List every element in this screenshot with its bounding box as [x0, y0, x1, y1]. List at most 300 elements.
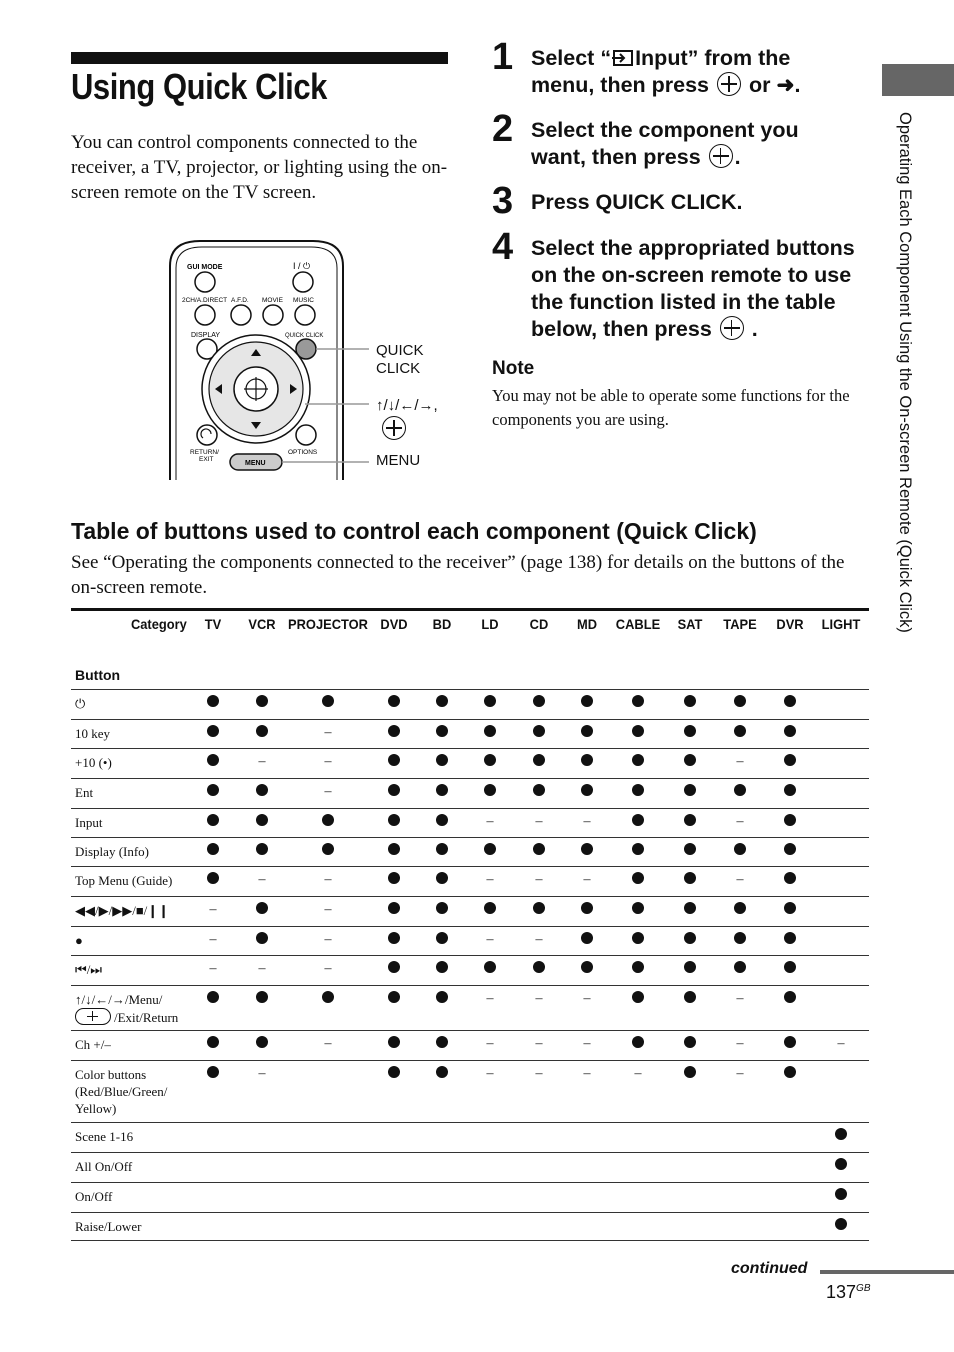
step-2-line1: Select the component you [531, 118, 799, 142]
return-label: RETURN/ [190, 449, 219, 456]
row-label-line: /Exit/Return [114, 1010, 179, 1025]
menu-button-label: MENU [245, 460, 266, 467]
row-divider [71, 1212, 869, 1213]
page-suffix: GB [856, 1283, 871, 1294]
dot-mark [581, 843, 593, 855]
supported-dot [760, 695, 820, 712]
step-number: 2 [492, 108, 514, 150]
column-header: CD [529, 616, 549, 632]
supported-dot [760, 754, 820, 771]
enter-button-icon [709, 144, 733, 168]
column-header: CABLE [615, 616, 661, 632]
dot-mark [256, 991, 268, 1003]
dot-mark [388, 902, 400, 914]
row-label: ◀◀/▶/▶▶/■/❙❙ [75, 903, 170, 918]
step-4-line: on the on-screen remote to use [531, 263, 852, 287]
enter-pill-icon [75, 1008, 111, 1025]
dot-mark [388, 784, 400, 796]
table-cell: – [486, 932, 494, 947]
dot-mark [436, 961, 448, 973]
dot-mark [784, 725, 796, 737]
row-label: Input [75, 815, 103, 830]
dot-mark [632, 991, 644, 1003]
dot-mark [388, 754, 400, 766]
supported-dot [811, 1218, 871, 1235]
page-number-value: 137 [826, 1282, 857, 1302]
dot-mark [436, 1036, 448, 1048]
column-header: DVR [776, 616, 804, 632]
table-cell: – [736, 754, 744, 769]
row-divider [71, 1240, 869, 1241]
gui-mode-label: GUI MODE [187, 264, 223, 271]
dot-mark [436, 872, 448, 884]
table-cell: – [736, 991, 744, 1006]
dot-mark [256, 932, 268, 944]
supported-dot [760, 1066, 820, 1083]
side-chapter-label [892, 112, 916, 792]
display-label: DISPLAY [191, 332, 221, 339]
dot-mark [684, 932, 696, 944]
supported-dot [608, 872, 668, 889]
dot-mark [533, 961, 545, 973]
dot-mark [207, 1066, 219, 1078]
supported-dot [232, 695, 292, 712]
dot-mark [734, 843, 746, 855]
supported-dot [298, 814, 358, 831]
column-header: LD [481, 616, 499, 632]
enter-button-icon [382, 416, 406, 440]
dot-mark [436, 902, 448, 914]
table-cell: – [535, 814, 543, 829]
note-text: You may not be able to operate some functions for the components you are using. [492, 386, 850, 429]
row-divider [71, 808, 869, 809]
table-cell: – [583, 991, 591, 1006]
supported-dot [232, 725, 292, 742]
gui-mode-button[interactable] [195, 272, 215, 292]
dot-mark [684, 991, 696, 1003]
dot-mark [835, 1218, 847, 1230]
dot-mark [256, 695, 268, 707]
row-label: ⏻ [75, 696, 86, 711]
table-cell: – [324, 932, 332, 947]
supported-dot [811, 1158, 871, 1175]
dot-mark [322, 814, 334, 826]
step-2-line2-end: . [734, 145, 741, 169]
dot-mark [322, 991, 334, 1003]
dot-mark [207, 1036, 219, 1048]
dot-mark [734, 932, 746, 944]
step-number: 4 [492, 226, 514, 268]
dot-mark [632, 902, 644, 914]
row-label: All On/Off [75, 1159, 133, 1174]
table-cell: – [486, 814, 494, 829]
dot-mark [684, 872, 696, 884]
dot-mark [784, 872, 796, 884]
dot-mark [784, 695, 796, 707]
supported-dot [760, 872, 820, 889]
table-cell: – [258, 961, 266, 976]
dot-mark [484, 695, 496, 707]
page-title: Using Quick Click [71, 66, 327, 107]
movie-label: MOVIE [262, 297, 283, 304]
dot-mark [533, 843, 545, 855]
dot-mark [256, 1036, 268, 1048]
dot-mark [784, 754, 796, 766]
dot-mark [207, 843, 219, 855]
step-2-text [531, 117, 876, 171]
table-cell: – [736, 1036, 744, 1051]
music-label: MUSIC [293, 297, 314, 304]
table-cell: – [209, 902, 217, 917]
supported-dot [232, 1036, 292, 1053]
dot-mark [581, 754, 593, 766]
column-header: SAT [677, 616, 703, 632]
table-cell: – [535, 932, 543, 947]
callout-click: CLICK [376, 360, 421, 377]
dot-mark [533, 784, 545, 796]
dot-mark [581, 902, 593, 914]
note-heading: Note [492, 358, 535, 379]
supported-dot [608, 814, 668, 831]
dot-mark [388, 695, 400, 707]
supported-dot [608, 932, 668, 949]
row-label [75, 991, 185, 1026]
quick-click-label: QUICK CLICK [285, 333, 324, 339]
table-top-rule [71, 608, 869, 611]
dot-mark [533, 695, 545, 707]
dot-mark [256, 725, 268, 737]
dot-mark [684, 695, 696, 707]
step-4-line: Select the appropriated buttons [531, 236, 855, 260]
row-label-line: ↑/↓/←/→/Menu/ [75, 992, 163, 1007]
dot-mark [207, 725, 219, 737]
column-header: PROJECTOR [288, 616, 368, 632]
row-label: Raise/Lower [75, 1219, 142, 1234]
dot-mark [207, 872, 219, 884]
step-1-line2-pre: menu, then press [531, 73, 710, 97]
table-cell: – [324, 1036, 332, 1051]
row-label: Top Menu (Guide) [75, 873, 173, 888]
table-cell: – [258, 872, 266, 887]
table-cell: – [258, 754, 266, 769]
supported-dot [298, 695, 358, 712]
dot-mark [388, 991, 400, 1003]
dot-mark [684, 814, 696, 826]
dot-mark [835, 1188, 847, 1200]
dot-mark [533, 754, 545, 766]
enter-button-icon [717, 72, 741, 96]
table-cell: – [486, 1036, 494, 1051]
dot-mark [734, 725, 746, 737]
row-divider [71, 1030, 869, 1031]
column-header: VCR [248, 616, 276, 632]
table-cell: – [324, 754, 332, 769]
row-divider [71, 926, 869, 927]
table-cell: – [837, 1036, 845, 1051]
dot-mark [734, 695, 746, 707]
dot-mark [484, 784, 496, 796]
supported-dot [232, 814, 292, 831]
supported-dot [232, 902, 292, 919]
dot-mark [784, 991, 796, 1003]
supported-dot [298, 843, 358, 860]
dot-mark [388, 1066, 400, 1078]
row-divider [71, 689, 869, 690]
table-cell: – [486, 872, 494, 887]
table-cell: – [736, 1066, 744, 1081]
table-cell: – [209, 932, 217, 947]
table-cell: – [535, 1066, 543, 1081]
row-label: +10 (•) [75, 755, 112, 770]
step-1-text [531, 45, 876, 99]
dot-mark [388, 932, 400, 944]
column-header: BD [432, 616, 452, 632]
dot-mark [581, 695, 593, 707]
dot-mark [632, 932, 644, 944]
dot-mark [684, 784, 696, 796]
step-4-line: the function listed in the table [531, 290, 836, 314]
dot-mark [207, 991, 219, 1003]
table-cell: – [736, 872, 744, 887]
supported-dot [760, 725, 820, 742]
dot-mark [581, 725, 593, 737]
dot-mark [632, 784, 644, 796]
dot-mark [533, 902, 545, 914]
continued-rule [820, 1270, 954, 1274]
dot-mark [436, 725, 448, 737]
dot-mark [784, 814, 796, 826]
dot-mark [784, 902, 796, 914]
supported-dot [608, 961, 668, 978]
step-1-line2-mid: or [748, 73, 771, 97]
category-header: Category [130, 616, 187, 632]
dot-mark [632, 695, 644, 707]
input-icon [611, 49, 635, 67]
column-header: LIGHT [821, 616, 861, 632]
dot-mark [436, 784, 448, 796]
enter-button-icon [720, 316, 744, 340]
dot-mark [436, 991, 448, 1003]
row-label: ● [75, 933, 83, 948]
table-cell: – [486, 991, 494, 1006]
supported-dot [608, 843, 668, 860]
movie-button[interactable] [263, 305, 283, 325]
row-divider [71, 955, 869, 956]
dot-mark [784, 1036, 796, 1048]
row-label: ⏮/⏭ [75, 962, 103, 977]
table-cell: – [535, 1036, 543, 1051]
dot-mark [632, 754, 644, 766]
return-button[interactable] [197, 425, 217, 445]
supported-dot [760, 991, 820, 1008]
side-tab-marker [882, 64, 954, 96]
dot-mark [388, 1036, 400, 1048]
supported-dot [760, 814, 820, 831]
dot-mark [388, 961, 400, 973]
step-3-text: Press QUICK CLICK. [531, 190, 743, 214]
section-heading: Table of buttons used to control each component (Quick Click) [71, 518, 757, 544]
table-cell: – [324, 872, 332, 887]
table-cell: – [324, 902, 332, 917]
supported-dot [232, 784, 292, 801]
table-cell: – [324, 725, 332, 740]
arrow-right-icon: ➜ [776, 73, 795, 97]
dot-mark [207, 814, 219, 826]
supported-dot [608, 1036, 668, 1053]
supported-dot [608, 695, 668, 712]
row-divider [71, 985, 869, 986]
dot-mark [632, 961, 644, 973]
options-button[interactable] [296, 425, 316, 445]
row-divider [71, 866, 869, 867]
step-number: 1 [492, 36, 514, 78]
step-4-text [531, 235, 876, 343]
button-header: Button [75, 667, 121, 683]
column-header: DVD [380, 616, 408, 632]
row-divider [71, 1122, 869, 1123]
power-label: I / ⏻ [293, 261, 311, 271]
callout-arrows: ↑/↓/←/→, [376, 397, 438, 414]
section-text: See “Operating the components connected to the receiver” (page 138) for details on the buttons of the on-screen remote. [71, 552, 845, 598]
step-1-line1-pre: Select “ [531, 46, 612, 70]
dot-mark [684, 843, 696, 855]
supported-dot [608, 902, 668, 919]
row-label: Ent [75, 785, 94, 800]
row-label: Ch +/– [75, 1037, 111, 1052]
dot-mark [256, 814, 268, 826]
supported-dot [232, 991, 292, 1008]
options-label: OPTIONS [288, 449, 318, 456]
step-number: 3 [492, 180, 514, 222]
supported-dot [811, 1188, 871, 1205]
step-1-line1-mid: Input” from the [635, 46, 791, 70]
dot-mark [256, 843, 268, 855]
dot-mark [436, 814, 448, 826]
dot-mark [684, 725, 696, 737]
step-2-line2-pre: want, then press [531, 145, 701, 169]
dot-mark [256, 784, 268, 796]
supported-dot [811, 1128, 871, 1145]
dot-mark [632, 843, 644, 855]
dot-mark [322, 695, 334, 707]
dot-mark [734, 902, 746, 914]
column-header: MD [576, 616, 598, 632]
dot-mark [784, 784, 796, 796]
dot-mark [581, 784, 593, 796]
dot-mark [388, 814, 400, 826]
page-number [826, 1282, 871, 1303]
supported-dot [760, 961, 820, 978]
title-rule [71, 52, 448, 64]
row-label: On/Off [75, 1189, 113, 1204]
dot-mark [684, 754, 696, 766]
dot-mark [784, 961, 796, 973]
callout-menu: MENU [376, 452, 421, 469]
row-label: Color buttons (Red/Blue/Green/ Yellow) [75, 1067, 168, 1116]
dot-mark [835, 1158, 847, 1170]
table-cell: – [583, 1066, 591, 1081]
row-divider [71, 1182, 869, 1183]
row-label: Display (Info) [75, 844, 150, 859]
row-divider [71, 748, 869, 749]
direct-button[interactable] [195, 305, 215, 325]
dot-mark [436, 695, 448, 707]
dot-mark [632, 725, 644, 737]
supported-dot [608, 784, 668, 801]
dot-mark [388, 872, 400, 884]
dot-mark [256, 902, 268, 914]
step-4-last-end: . [751, 317, 758, 341]
dot-mark [484, 902, 496, 914]
supported-dot [760, 932, 820, 949]
direct-label: 2CH/A.DIRECT [182, 297, 228, 304]
dot-mark [784, 932, 796, 944]
supported-dot [232, 932, 292, 949]
power-button[interactable] [293, 272, 313, 292]
dot-mark [581, 932, 593, 944]
table-cell: – [736, 814, 744, 829]
dot-mark [388, 725, 400, 737]
supported-dot [608, 991, 668, 1008]
dot-mark [484, 843, 496, 855]
table-cell: – [324, 784, 332, 799]
dot-mark [632, 872, 644, 884]
supported-dot [760, 902, 820, 919]
dot-mark [484, 725, 496, 737]
continued-label: continued [731, 1260, 808, 1277]
supported-dot [232, 843, 292, 860]
dot-mark [484, 754, 496, 766]
table-cell: – [583, 814, 591, 829]
dot-mark [207, 754, 219, 766]
dot-mark [581, 961, 593, 973]
dot-mark [388, 843, 400, 855]
side-chapter-text: Operating Each Component Using the On-screen Remote (Quick Click) [896, 112, 914, 633]
dot-mark [835, 1128, 847, 1140]
dot-mark [632, 814, 644, 826]
dot-mark [684, 902, 696, 914]
table-cell: – [535, 872, 543, 887]
dot-mark [784, 1066, 796, 1078]
table-cell: – [258, 1066, 266, 1081]
dot-mark [734, 961, 746, 973]
dot-mark [684, 1036, 696, 1048]
dot-mark [684, 961, 696, 973]
table-cell: – [583, 1036, 591, 1051]
row-divider [71, 719, 869, 720]
dot-mark [322, 843, 334, 855]
intro-text: You can control components connected to the receiver, a TV, projector, or lighting using the on-screen remote on the TV screen. [71, 132, 448, 203]
music-button[interactable] [295, 305, 315, 325]
dot-mark [207, 695, 219, 707]
column-header: TV [204, 616, 222, 632]
afd-button[interactable] [231, 305, 251, 325]
supported-dot [608, 725, 668, 742]
table-cell: – [583, 872, 591, 887]
step-1-line2-end: . [794, 73, 801, 97]
step-4-last-pre: below, then press [531, 317, 712, 341]
afd-label: A.F.D. [231, 297, 249, 304]
row-label: 10 key [75, 726, 111, 741]
dot-mark [734, 784, 746, 796]
row-divider [71, 778, 869, 779]
exit-label: EXIT [199, 456, 214, 463]
row-divider [71, 1060, 869, 1061]
column-header: TAPE [723, 616, 757, 632]
table-cell: – [324, 961, 332, 976]
dot-mark [436, 754, 448, 766]
supported-dot [298, 991, 358, 1008]
